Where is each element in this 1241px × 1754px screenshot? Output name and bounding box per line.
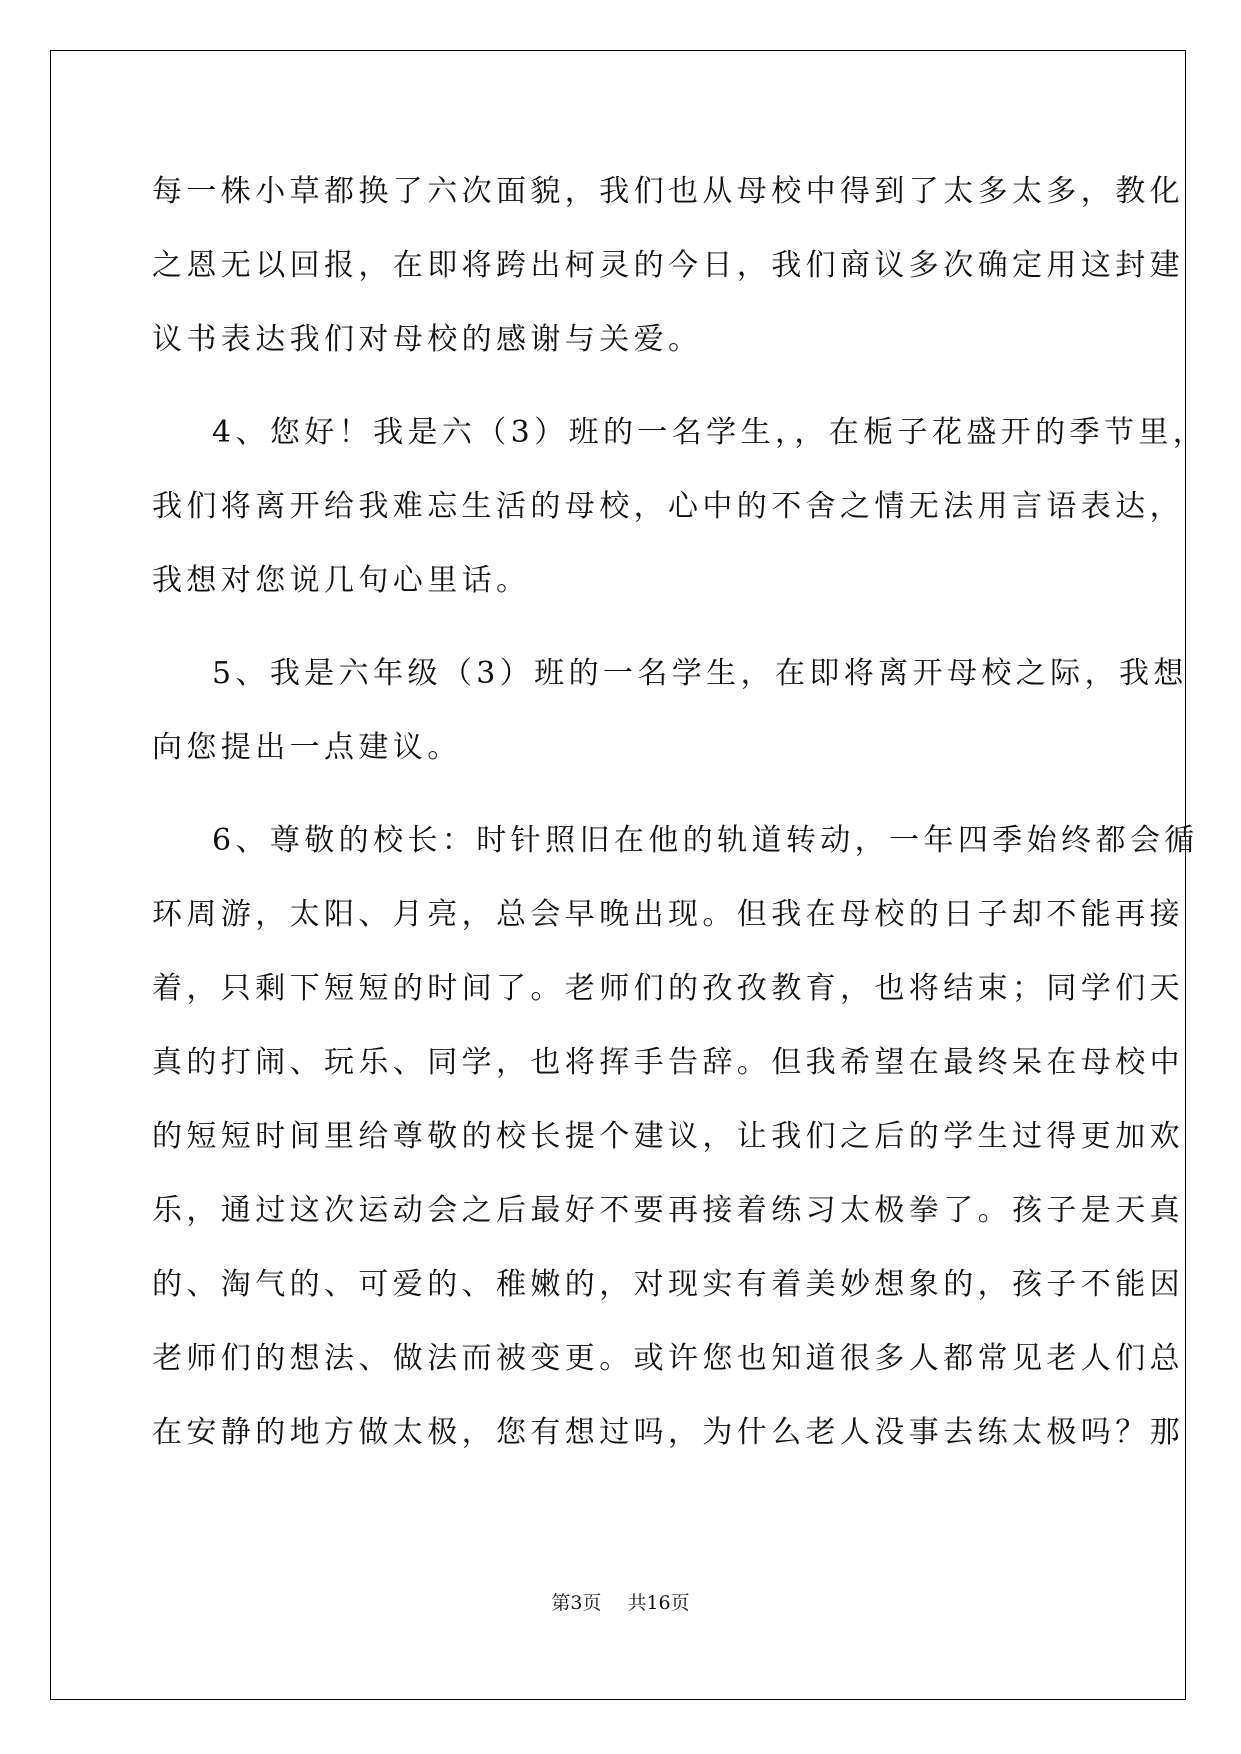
text-line: 乐，通过这次运动会之后最好不要再接着练习太极拳了。孩子是天真 — [152, 1193, 1184, 1228]
text-line: 环周游，太阳、月亮，总会早晚出现。但我在母校的日子却不能再接 — [152, 897, 1184, 932]
text-line: 的短短时间里给尊敬的校长提个建议，让我们之后的学生过得更加欢 — [152, 1119, 1184, 1154]
paragraph-start-line: 5、我是六年级（3）班的一名学生，在即将离开母校之际，我想 — [212, 656, 1188, 691]
text-line: 真的打闹、玩乐、同学，也将挥手告辞。但我希望在最终呆在母校中 — [152, 1045, 1184, 1080]
text-line: 着，只剩下短短的时间了。老师们的孜孜教育，也将结束；同学们天 — [152, 971, 1184, 1006]
paragraph-start-line: 4、您好！我是六（3）班的一名学生，，在栀子花盛开的季节里， — [212, 415, 1208, 450]
text-line: 议书表达我们对母校的感谢与关爱。 — [152, 322, 703, 357]
text-line: 老师们的想法、做法而被变更。或许您也知道很多人都常见老人们总 — [152, 1341, 1184, 1376]
text-line: 之恩无以回报，在即将跨出柯灵的今日，我们商议多次确定用这封建 — [152, 248, 1184, 283]
text-line: 向您提出一点建议。 — [152, 730, 462, 765]
text-line: 的、淘气的、可爱的、稚嫩的，对现实有着美妙想象的，孩子不能因 — [152, 1267, 1184, 1302]
page-total: 共16页 — [627, 1592, 690, 1614]
page-footer — [0, 1588, 1241, 1615]
text-line: 在安静的地方做太极，您有想过吗，为什么老人没事去练太极吗？那 — [152, 1415, 1184, 1450]
text-line: 我们将离开给我难忘生活的母校，心中的不舍之情无法用言语表达， — [152, 489, 1184, 524]
text-line: 我想对您说几句心里话。 — [152, 563, 531, 598]
page-number: 第3页 — [551, 1592, 602, 1614]
text-line: 每一株小草都换了六次面貌，我们也从母校中得到了太多太多，教化 — [152, 174, 1184, 209]
paragraph-start-line: 6、尊敬的校长：时针照旧在他的轨道转动，一年四季始终都会循 — [212, 823, 1199, 858]
